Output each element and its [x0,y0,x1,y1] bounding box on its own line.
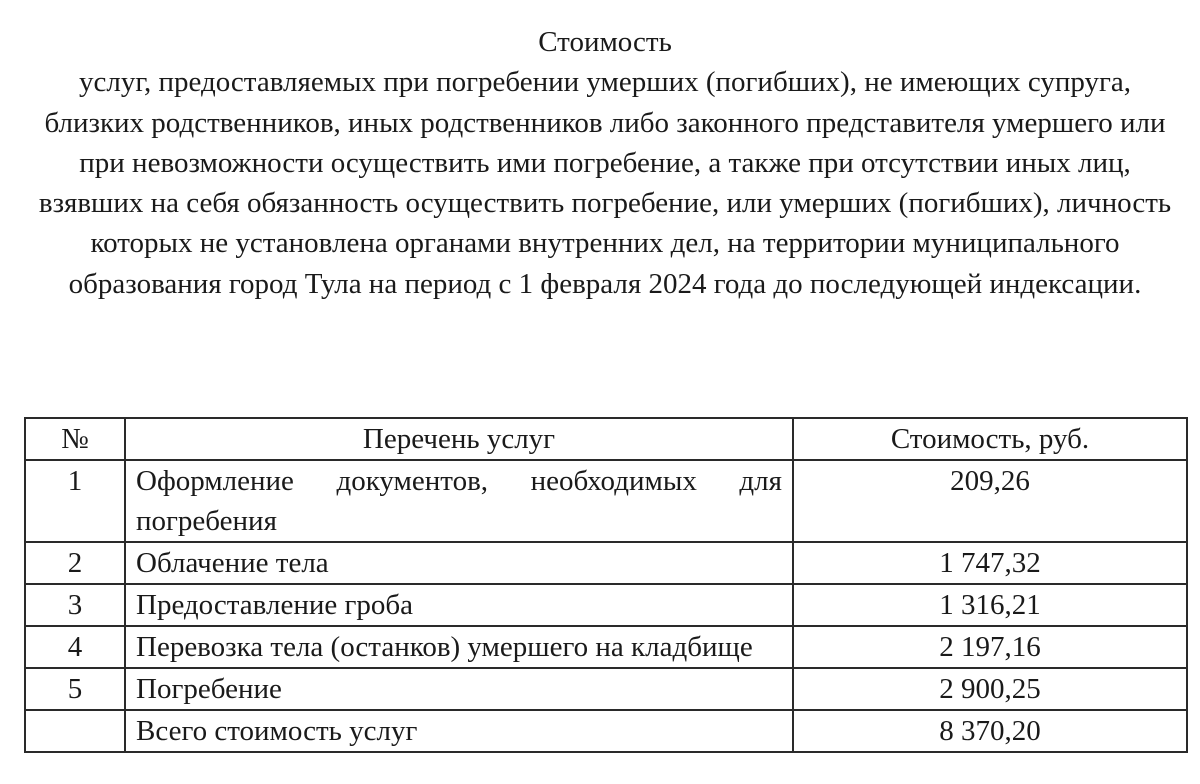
document-subtitle: услуг, предоставляемых при погребении умерших (погибших), не имеющих супруга, близких родственников, иных родственников либо законного представителя умершего или при невозможности осуществить ими погребение, а также при отсутствии иных лиц, взявших на себя обязанность осуществить погребение, или умерших (погибших), личность которых не установлена органами внутренних дел, на территории муниципального образования город Тула на период с 1 февраля 2024 года до последующей индексации. [38,66,1172,300]
table-row [25,460,1187,542]
row-service: Погребение [125,668,793,710]
table-header-row [25,418,1187,460]
row-cost: 2 900,25 [793,668,1187,710]
row-number: 5 [25,668,125,710]
row-cost: 1 747,32 [793,542,1187,584]
table-row [25,668,1187,710]
total-label: Всего стоимость услуг [125,710,793,752]
document-title: Стоимость [538,26,672,58]
row-service: Перевозка тела (останков) умершего на кладбище [125,626,793,668]
document-heading [30,22,1180,304]
row-service: Предоставление гроба [125,584,793,626]
services-cost-table [24,417,1188,753]
row-cost: 209,26 [793,460,1187,542]
row-number: 2 [25,542,125,584]
total-number [25,710,125,752]
table-row [25,584,1187,626]
total-cost: 8 370,20 [793,710,1187,752]
table-total-row [25,710,1187,752]
row-service: Облачение тела [125,542,793,584]
header-service-list: Перечень услуг [125,418,793,460]
row-cost: 1 316,21 [793,584,1187,626]
table-row [25,542,1187,584]
header-cost: Стоимость, руб. [793,418,1187,460]
header-number: № [25,418,125,460]
table-row [25,626,1187,668]
row-service: Оформление документов, необходимых для погребения [125,460,793,542]
row-cost: 2 197,16 [793,626,1187,668]
row-number: 4 [25,626,125,668]
row-number: 3 [25,584,125,626]
row-number: 1 [25,460,125,542]
